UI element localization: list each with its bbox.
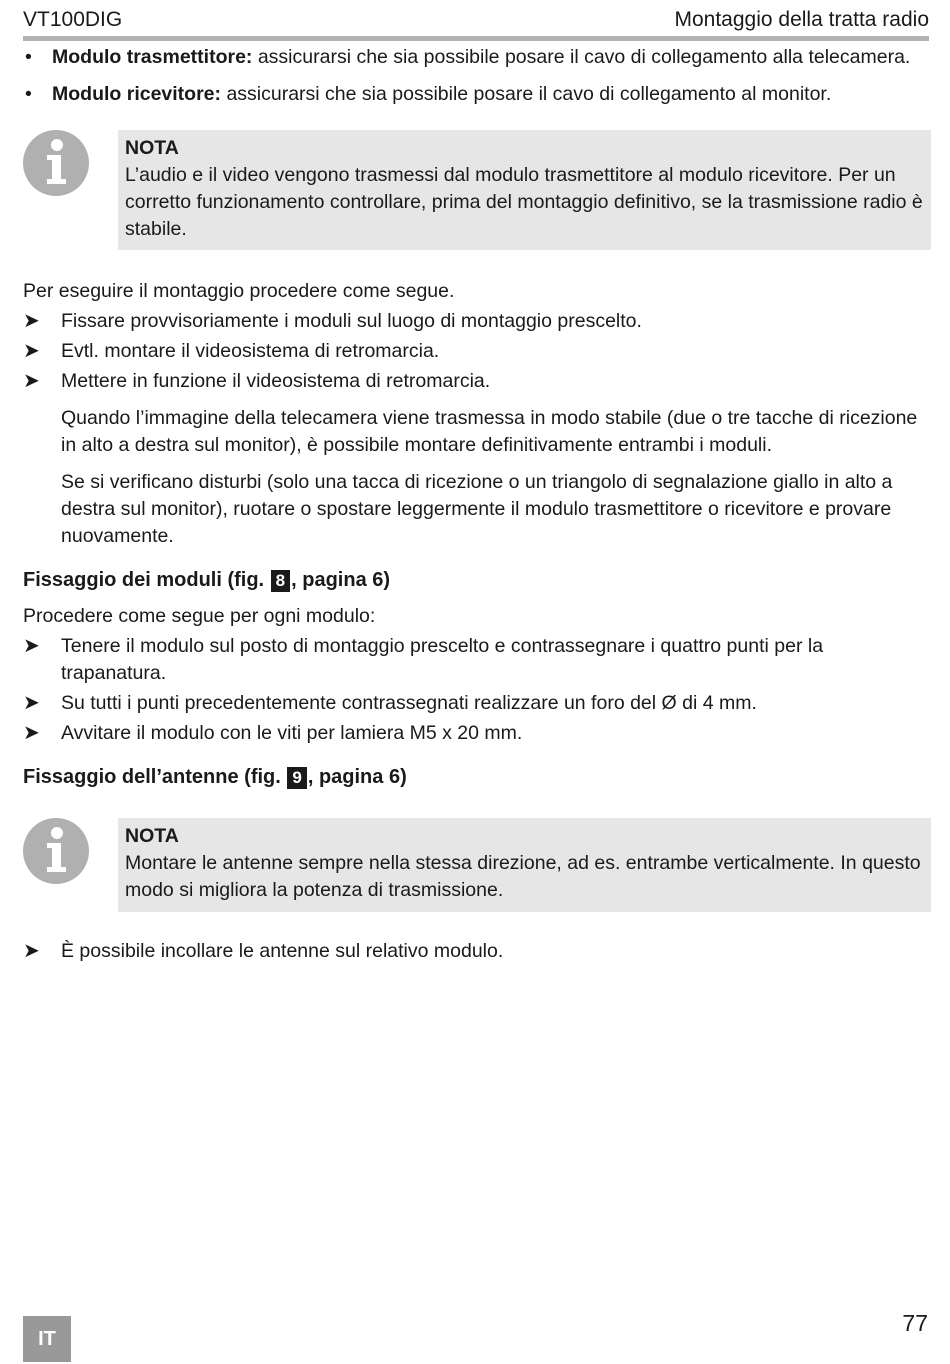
- step-item: [23, 690, 931, 717]
- bullet-transmitter: [23, 44, 931, 71]
- step-text: Su tutti i punti precedentemente contrassegnati realizzare un foro del Ø di 4 mm.: [61, 692, 757, 714]
- step-text: Tenere il modulo sul posto di montaggio prescelto e contrassegnare i quattro punti per la trapanatura.: [61, 635, 824, 684]
- arrow-icon: ➤: [23, 722, 40, 744]
- arrow-icon: ➤: [23, 340, 40, 362]
- language-badge: IT: [23, 1316, 71, 1362]
- note-text: L’audio e il video vengono trasmessi dal modulo trasmettitore al modulo ricevitore. Per un corretto funzionamento controllare, prima del montaggio definitivo, se la trasmissione radio è stabile.: [125, 164, 923, 240]
- heading-text: , pagina 6): [307, 766, 407, 788]
- info-icon: [23, 130, 89, 196]
- heading-antenna-mounting: [23, 764, 931, 791]
- step-item: [23, 633, 931, 687]
- bullet-dot-icon: •: [25, 83, 32, 105]
- model-name: VT100DIG: [23, 8, 123, 31]
- arrow-icon: ➤: [23, 692, 40, 714]
- note-box-2: [23, 818, 931, 912]
- header-rule: [23, 36, 929, 41]
- info-icon: [23, 818, 89, 884]
- step-text: Mettere in funzione il videosistema di retromarcia.: [61, 370, 491, 392]
- page-content: [23, 44, 931, 965]
- arrow-icon: ➤: [23, 940, 40, 962]
- page-header: [23, 8, 929, 36]
- bullet-label: Modulo trasmettitore:: [52, 46, 253, 68]
- step-text: Avvitare il modulo con le viti per lamiera M5 x 20 mm.: [61, 722, 523, 744]
- heading-module-mounting: [23, 567, 931, 594]
- heading-text: Fissaggio dei moduli (fig.: [23, 569, 270, 591]
- bullet-dot-icon: •: [25, 46, 32, 68]
- figure-badge: 9: [287, 767, 306, 789]
- step-text: È possibile incollare le antenne sul relativo modulo.: [61, 940, 504, 962]
- note-title: NOTA: [125, 137, 179, 159]
- section-title: Montaggio della tratta radio: [674, 8, 929, 31]
- result-paragraph: Quando l’immagine della telecamera viene trasmessa in modo stabile (due o tre tacche di ricezione in alto a destra sul monitor), è possibile montare definitivamente entrambi i moduli.: [61, 407, 918, 456]
- heading-text: Fissaggio dell’antenne (fig.: [23, 766, 287, 788]
- interference-paragraph: Se si verificano disturbi (solo una tacca di ricezione o un triangolo di segnalazione giallo in alto a destra sul monitor), ruotare o spostare leggermente il modulo trasmettitore o ricevitore e provare nuovamente.: [61, 471, 893, 547]
- bullet-text: assicurarsi che sia possibile posare il cavo di collegamento al monitor.: [221, 83, 832, 105]
- arrow-icon: ➤: [23, 310, 40, 332]
- note-text: Montare le antenne sempre nella stessa direzione, ad es. entrambe verticalmente. In questo modo si migliora la potenza di trasmissione.: [125, 852, 921, 901]
- figure-badge: 8: [271, 570, 290, 592]
- note-content: [118, 818, 931, 912]
- note-title: NOTA: [125, 825, 179, 847]
- step-item: [23, 338, 931, 365]
- step-item: [23, 938, 931, 965]
- bullet-receiver: [23, 81, 931, 108]
- step-text: Evtl. montare il videosistema di retromarcia.: [61, 340, 440, 362]
- heading-text: , pagina 6): [291, 569, 391, 591]
- arrow-icon: ➤: [23, 635, 40, 657]
- intro-text: Procedere come segue per ogni modulo:: [23, 605, 376, 627]
- intro-text: Per eseguire il montaggio procedere come segue.: [23, 280, 455, 302]
- step-item: [23, 720, 931, 747]
- note-box-1: [23, 130, 931, 250]
- arrow-icon: ➤: [23, 370, 40, 392]
- step-item: [23, 368, 931, 395]
- step-item: [23, 308, 931, 335]
- bullet-label: Modulo ricevitore:: [52, 83, 222, 105]
- step-text: Fissare provvisoriamente i moduli sul luogo di montaggio prescelto.: [61, 310, 642, 332]
- note-content: [118, 130, 931, 250]
- bullet-text: assicurarsi che sia possibile posare il cavo di collegamento alla telecamera.: [252, 46, 911, 68]
- page-number: 77: [902, 1310, 928, 1336]
